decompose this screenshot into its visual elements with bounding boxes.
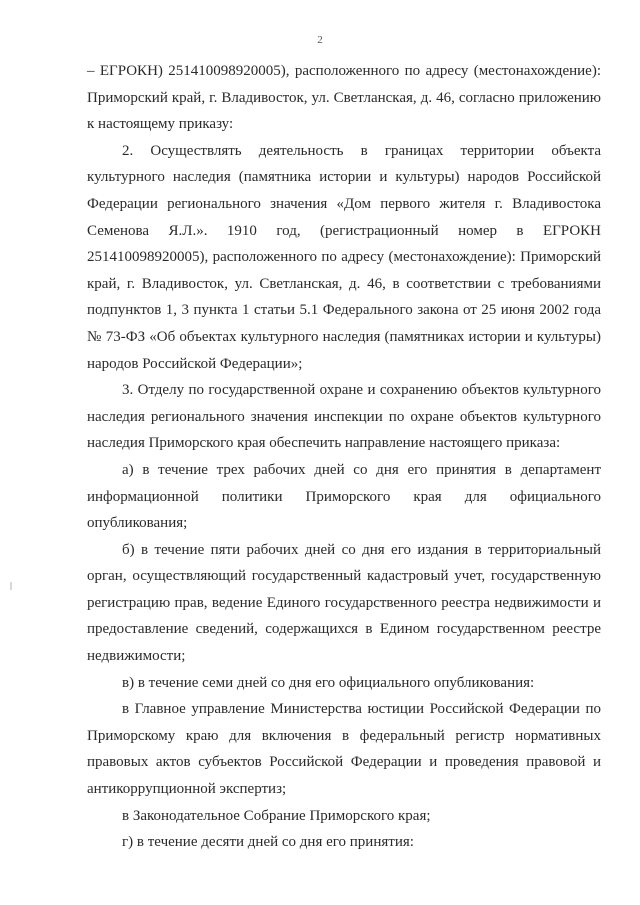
paragraph-subitem-a: а) в течение трех рабочих дней со дня его принятия в департамент информационной политики Приморского края для официального опубликования; (87, 461, 601, 532)
paragraph-item-3: 3. Отделу по государственной охране и сохранению объектов культурного наследия регионального значения инспекции по охране объектов культурного наследия Приморского края обеспечить направление настоящего приказа: (87, 382, 601, 452)
page-number: 2 (317, 34, 323, 46)
paragraph-item-2: 2. Осуществлять деятельность в границах территории объекта культурного наследия (памятника истории и культуры) народов Российской Федерации регионального значения «Дом первого жителя г. Владивостока Семенова Я.Л.». 1910 год, (регистрационный номер в ЕГРОКН 251410098920005), расположенного по адресу (местонахождение): Приморский край, г. Владивосток, ул. Светланская, д. 46, в соответствии с требованиями подпунктов 1, 3 пункта 1 статьи 5.1 Федерального закона от 25 июня 2002 года № 73-ФЗ «Об объектах культурного наследия (памятниках истории и культуры) народов Российской Федерации»; (87, 142, 601, 372)
paragraph-subitem-b: б) в течение пяти рабочих дней со дня его издания в территориальный орган, осуществляющий государственный кадастровый учет, государственную регистрацию прав, ведение Единого государственного реестра недвижимости и предоставление сведений, содержащихся в Едином государственном реестре недвижимости; (87, 541, 601, 665)
document-body (87, 58, 601, 856)
margin-mark (10, 582, 12, 590)
paragraph-continuation: – ЕГРОКН) 251410098920005), расположенного по адресу (местонахождение): Приморский край, г. Владивосток, ул. Светланская, д. 46, согласно приложению к настоящему приказу: (87, 63, 601, 133)
paragraph-legislative-assembly: в Законодательное Собрание Приморского края; (122, 807, 431, 824)
paragraph-subitem-v: в) в течение семи дней со дня его официального опубликования: (122, 674, 535, 691)
paragraph-subitem-g: г) в течение десяти дней со дня его принятия: (122, 834, 414, 851)
paragraph-ministry-justice: в Главное управление Министерства юстиции Российской Федерации по Приморскому краю для включения в федеральный регистр нормативных правовых актов субъектов Российской Федерации и проведения правовой и антикоррупционной экспертиз; (87, 701, 601, 798)
